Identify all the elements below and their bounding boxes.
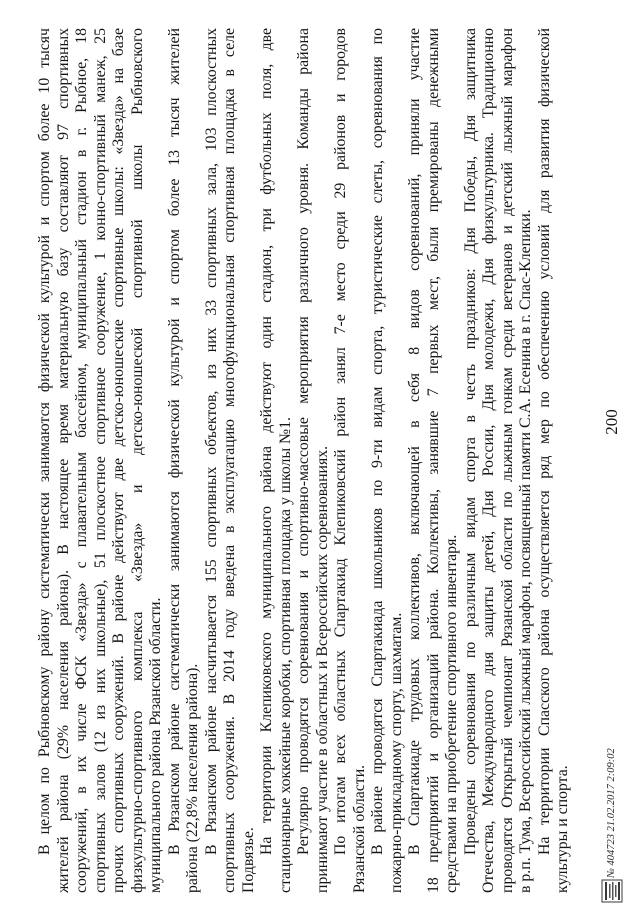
text-line: Отечества, Международного дня защиты детей, Дня России, Дня молодежи, Дня физкультурника. Традиционно: [479, 28, 497, 893]
text-line: жителей района (29% населения района). В настоящее время материальную базу составляют 97 спортивных: [54, 28, 71, 893]
paragraph-labour-spartakiad: [406, 28, 462, 893]
paragraph-holiday-competitions: [461, 28, 535, 893]
text-line: В целом по Рыбновскому району систематически занимаются физической культурой и спортом более 10 тысяч: [35, 28, 53, 855]
text-line: культуры и спорта.: [553, 765, 571, 893]
text-line: На территории Клепиковского муниципального района действуют один стадион, три футбольных поля, две: [257, 28, 275, 855]
text-line: В Рязанском районе насчитывается 155 спортивных объектов, из них 33 спортивных зала, 103 плоскостных: [202, 28, 219, 855]
text-line: физкультурно-спортивного комплекса «Звезда» и детско-юношеской спортивной школы Рыбновского: [128, 28, 145, 893]
registry-logo-icon: [601, 879, 623, 903]
paragraph-ryazansky-residents: [165, 28, 202, 893]
text-line: района (22,8% населения района).: [183, 663, 201, 893]
paragraph-spassky: [535, 28, 572, 893]
text-line: пожарно-прикладному спорту, шахматам.: [387, 612, 404, 893]
text-line: Рязанской области.: [350, 764, 367, 893]
text-line: средствами на приобретение спортивного инвентаря.: [442, 534, 460, 893]
paragraph-klepikovsky-facilities: [258, 28, 295, 893]
paragraph-klepikovsky-events: [295, 28, 332, 893]
text-line: В Рязанском районе систематически занимаются физической культурой и спортом более 13 тысяч жителей: [165, 28, 182, 855]
text-line: На территории Спасского района осуществляется ряд мер по обеспечению условий для развития физической: [535, 28, 552, 855]
text-line: проводятся Открытый чемпионат Рязанской области по лыжным гонкам среди ветеранов и детский лыжный марафон: [498, 28, 515, 893]
page-number: 200: [602, 409, 621, 435]
text-line: Подвязье.: [239, 827, 256, 893]
text-line: прочих спортивных сооружений. В районе действуют две детско-юношеские спортивные школы: «Звезда» на базе: [109, 28, 127, 893]
text-line: спортивных залов (12 из них школьные), 51 плоскостное спортивное сооружение, 1 конно-спортивный манеж, 25: [91, 28, 108, 893]
paragraph-spartakiad-results: [332, 28, 369, 893]
paragraph-rybnovsky: [36, 28, 166, 893]
text-line: стационарные хоккейные коробки, спортивная площадка у школы №1.: [276, 417, 293, 893]
text-line: Регулярно проводятся соревнования и спортивно-массовые мероприятия различного уровня. Команды района: [294, 28, 312, 855]
text-line: В районе проводятся Спартакиада школьников по 9-ти видам спорта, туристические слеты, соревнования по: [368, 28, 386, 855]
text-line: По итогам всех областных Спартакиад Клепиковский район занял 7-е место среди 29 районов и городов: [331, 28, 349, 855]
text-line: В Спартакиаде трудовых коллективов, включающей в себя 8 видов соревнований, приняли участие: [405, 28, 423, 855]
text-line: 18 предприятий и организаций района. Коллективы, занявшие 7 первых мест, были премированы денежными: [424, 28, 441, 893]
text-line: спортивных сооружения. В 2014 году введена в эксплуатацию многофункциональная спортивная площадка в селе: [220, 28, 238, 893]
text-line: Проведены соревнования по различным видам спорта в честь праздников: Дня Победы, Дня защитника: [461, 28, 478, 855]
document-body: [36, 28, 573, 893]
text-line: муниципального района Рязанской области.: [146, 597, 164, 893]
text-line: сооружений, в их числе ФСК «Звезда» с плавательным бассейном, муниципальный стадион в г. Рыбное, 18: [72, 28, 90, 893]
text-line: в р.п. Тума, Всероссийский лыжный марафон, посвященный памяти С.А. Есенина в г. Спас-Клепики.: [516, 209, 534, 893]
paragraph-ryazansky-facilities: [202, 28, 258, 893]
registration-stamp: № 404723 21.02.2017 2:09:02: [606, 748, 617, 878]
text-line: принимают участие в областных и Всероссийских соревнованиях.: [313, 445, 330, 893]
paragraph-school-spartakiad: [369, 28, 406, 893]
